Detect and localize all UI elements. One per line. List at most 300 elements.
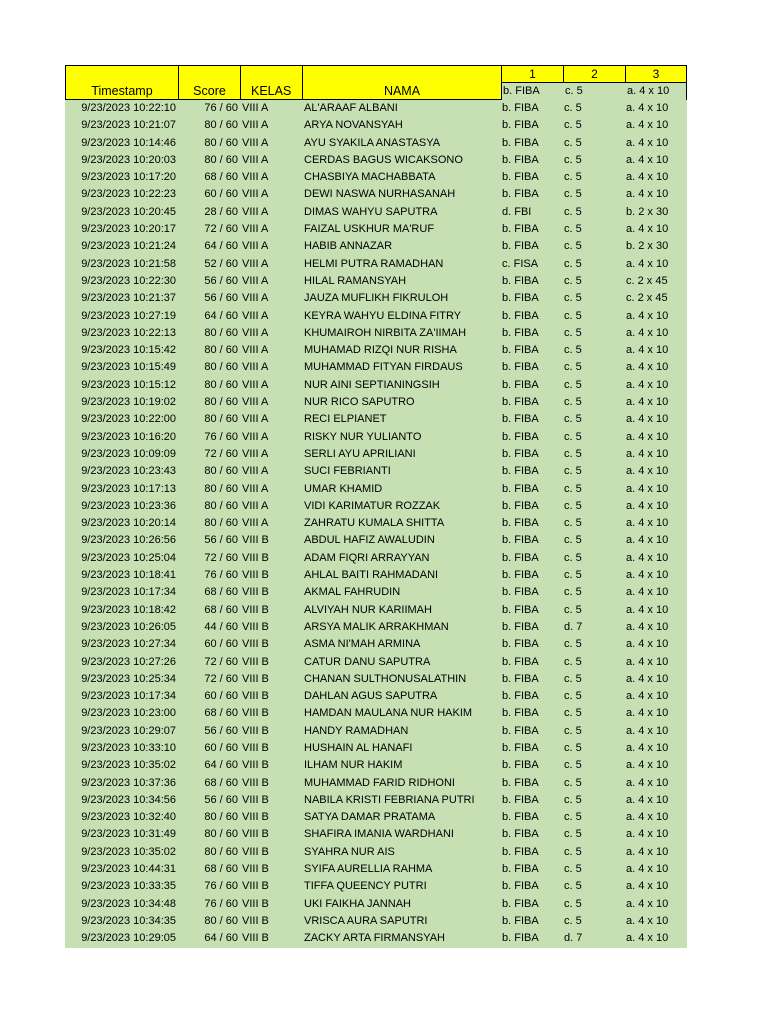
answer-2-cell[interactable]: c. 5 <box>564 793 582 806</box>
score-cell[interactable]: 80 / 60 <box>204 517 238 530</box>
kelas-cell[interactable]: VIII A <box>242 482 269 495</box>
answer-3-cell[interactable]: b. 2 x 30 <box>626 205 669 218</box>
answer-2-cell[interactable]: c. 5 <box>564 482 582 495</box>
kelas-cell[interactable]: VIII B <box>242 863 269 876</box>
answer-1-cell[interactable]: b. FIBA <box>502 136 539 149</box>
nama-cell[interactable]: RECI ELPIANET <box>304 413 387 426</box>
answer-1-cell[interactable]: b. FIBA <box>502 188 539 201</box>
header-kelas-cell[interactable] <box>241 66 303 99</box>
timestamp-cell[interactable]: 9/23/2023 10:20:45 <box>81 205 176 218</box>
nama-cell[interactable]: MUHAMMAD FARID RIDHONI <box>304 776 455 789</box>
timestamp-cell[interactable]: 9/23/2023 10:14:46 <box>81 136 176 149</box>
answer-2-cell[interactable]: c. 5 <box>564 430 582 443</box>
answer-2-cell[interactable]: c. 5 <box>564 741 582 754</box>
kelas-cell[interactable]: VIII A <box>242 292 269 305</box>
score-cell[interactable]: 56 / 60 <box>204 793 238 806</box>
nama-cell[interactable]: FAIZAL USKHUR MA'RUF <box>304 223 435 236</box>
timestamp-cell[interactable]: 9/23/2023 10:23:43 <box>81 465 176 478</box>
answer-2-cell[interactable]: c. 5 <box>564 863 582 876</box>
answer-2-cell[interactable]: c. 5 <box>564 690 582 703</box>
answer-2-cell[interactable]: c. 5 <box>564 569 582 582</box>
answer-3-cell[interactable]: a. 4 x 10 <box>626 569 669 582</box>
answer-2-cell[interactable]: c. 5 <box>564 447 582 460</box>
score-cell[interactable]: 64 / 60 <box>204 309 238 322</box>
kelas-cell[interactable]: VIII B <box>242 534 269 547</box>
answer-3-cell[interactable]: a. 4 x 10 <box>626 932 669 945</box>
score-cell[interactable]: 56 / 60 <box>204 534 238 547</box>
nama-cell[interactable]: ABDUL HAFIZ AWALUDIN <box>304 534 435 547</box>
score-cell[interactable]: 56 / 60 <box>204 274 238 287</box>
answer-2-cell[interactable]: c. 5 <box>564 119 582 132</box>
answer-1-cell[interactable]: b. FIBA <box>502 465 539 478</box>
timestamp-cell[interactable]: 9/23/2023 10:25:34 <box>81 672 176 685</box>
answer-1-cell[interactable]: c. FISA <box>502 257 539 270</box>
nama-cell[interactable]: JAUZA MUFLIKH FIKRULOH <box>304 292 449 305</box>
answer-1-cell[interactable]: b. FIBA <box>502 551 539 564</box>
answer-1-cell[interactable]: b. FIBA <box>502 430 539 443</box>
answer-2-cell[interactable]: d. 7 <box>564 932 583 945</box>
answer-3-cell[interactable]: a. 4 x 10 <box>626 759 669 772</box>
kelas-cell[interactable]: VIII A <box>242 171 269 184</box>
answer-1-cell[interactable]: b. FIBA <box>502 741 539 754</box>
score-cell[interactable]: 72 / 60 <box>204 223 238 236</box>
timestamp-cell[interactable]: 9/23/2023 10:34:48 <box>81 897 176 910</box>
answer-3-cell[interactable]: c. 2 x 45 <box>626 292 668 305</box>
answer-3-cell[interactable]: a. 4 x 10 <box>626 655 669 668</box>
nama-cell[interactable]: HILAL RAMANSYAH <box>304 274 407 287</box>
timestamp-cell[interactable]: 9/23/2023 10:18:42 <box>81 603 176 616</box>
answer-3-cell[interactable]: a. 4 x 10 <box>626 845 669 858</box>
kelas-cell[interactable]: VIII A <box>242 240 269 253</box>
nama-cell[interactable]: DAHLAN AGUS SAPUTRA <box>304 690 438 703</box>
nama-cell[interactable]: ZAHRATU KUMALA SHITTA <box>304 517 445 530</box>
score-cell[interactable]: 80 / 60 <box>204 845 238 858</box>
kelas-cell[interactable]: VIII B <box>242 811 269 824</box>
kelas-cell[interactable]: VIII B <box>242 776 269 789</box>
answer-3-cell[interactable]: a. 4 x 10 <box>626 188 669 201</box>
nama-cell[interactable]: HELMI PUTRA RAMADHAN <box>304 257 444 270</box>
answer-2-cell[interactable]: c. 5 <box>564 413 582 426</box>
answer-2-cell[interactable]: c. 5 <box>564 292 582 305</box>
answer-3-cell[interactable]: a. 4 x 10 <box>626 914 669 927</box>
answer-3-cell[interactable]: a. 4 x 10 <box>626 897 669 910</box>
answer-1-cell[interactable]: b. FIBA <box>502 534 539 547</box>
kelas-cell[interactable]: VIII B <box>242 724 269 737</box>
nama-cell[interactable]: ARSYA MALIK ARRAKHMAN <box>304 620 449 633</box>
score-cell[interactable]: 80 / 60 <box>204 828 238 841</box>
nama-cell[interactable]: MUHAMMAD FITYAN FIRDAUS <box>304 361 463 374</box>
nama-cell[interactable]: HABIB ANNAZAR <box>304 240 393 253</box>
kelas-cell[interactable]: VIII A <box>242 430 269 443</box>
answer-3-cell[interactable]: c. 2 x 45 <box>626 274 668 287</box>
answer-3-cell[interactable]: a. 4 x 10 <box>626 811 669 824</box>
score-cell[interactable]: 72 / 60 <box>204 672 238 685</box>
score-cell[interactable]: 68 / 60 <box>204 776 238 789</box>
nama-cell[interactable]: CERDAS BAGUS WICAKSONO <box>304 153 463 166</box>
nama-cell[interactable]: SUCI FEBRIANTI <box>304 465 391 478</box>
answer-3-cell[interactable]: a. 4 x 10 <box>626 309 669 322</box>
nama-cell[interactable]: KHUMAIROH NIRBITA ZA'IIMAH <box>304 326 467 339</box>
answer-2-cell[interactable]: c. 5 <box>564 188 582 201</box>
timestamp-cell[interactable]: 9/23/2023 10:34:56 <box>81 793 176 806</box>
nama-cell[interactable]: HAMDAN MAULANA NUR HAKIM <box>304 707 473 720</box>
nama-cell[interactable]: HUSHAIN AL HANAFI <box>304 741 413 754</box>
nama-cell[interactable]: NABILA KRISTI FEBRIANA PUTRI <box>304 793 475 806</box>
answer-3-cell[interactable]: a. 4 x 10 <box>626 880 669 893</box>
answer-2-cell[interactable]: c. 5 <box>565 85 583 97</box>
nama-cell[interactable]: MUHAMAD RIZQI NUR RISHA <box>304 344 457 357</box>
timestamp-cell[interactable]: 9/23/2023 10:17:34 <box>81 586 176 599</box>
answer-1-cell[interactable]: b. FIBA <box>502 672 539 685</box>
answer-3-cell[interactable]: a. 4 x 10 <box>626 534 669 547</box>
score-cell[interactable]: 68 / 60 <box>204 707 238 720</box>
score-cell[interactable]: 68 / 60 <box>204 586 238 599</box>
nama-cell[interactable]: CHANAN SULTHONUSALATHIN <box>304 672 467 685</box>
kelas-cell[interactable]: VIII B <box>242 845 269 858</box>
timestamp-cell[interactable]: 9/23/2023 10:15:42 <box>81 344 176 357</box>
kelas-cell[interactable]: VIII B <box>242 603 269 616</box>
timestamp-cell[interactable]: 9/23/2023 10:33:10 <box>81 741 176 754</box>
kelas-cell[interactable]: VIII B <box>242 914 269 927</box>
nama-cell[interactable]: HANDY RAMADHAN <box>304 724 409 737</box>
answer-2-cell[interactable]: c. 5 <box>564 274 582 287</box>
timestamp-cell[interactable]: 9/23/2023 10:29:05 <box>81 932 176 945</box>
timestamp-cell[interactable]: 9/23/2023 10:44:31 <box>81 863 176 876</box>
nama-cell[interactable]: CATUR DANU SAPUTRA <box>304 655 431 668</box>
kelas-cell[interactable]: VIII A <box>242 361 269 374</box>
answer-1-cell[interactable]: b. FIBA <box>502 569 539 582</box>
score-cell[interactable]: 28 / 60 <box>204 205 238 218</box>
timestamp-cell[interactable]: 9/23/2023 10:17:20 <box>81 171 176 184</box>
nama-cell[interactable]: NUR RICO SAPUTRO <box>304 396 415 409</box>
header-question-3[interactable]: 3 <box>652 67 660 81</box>
answer-3-cell[interactable]: a. 4 x 10 <box>626 724 669 737</box>
kelas-cell[interactable]: VIII B <box>242 672 269 685</box>
answer-1-cell[interactable]: b. FIBA <box>502 793 539 806</box>
nama-cell[interactable]: SHAFIRA IMANIA WARDHANI <box>304 828 454 841</box>
answer-1-cell[interactable]: b. FIBA <box>502 690 539 703</box>
nama-cell[interactable]: AKMAL FAHRUDIN <box>304 586 401 599</box>
kelas-cell[interactable]: VIII B <box>242 880 269 893</box>
score-cell[interactable]: 80 / 60 <box>204 413 238 426</box>
score-cell[interactable]: 56 / 60 <box>204 724 238 737</box>
answer-3-cell[interactable]: a. 4 x 10 <box>626 672 669 685</box>
timestamp-cell[interactable]: 9/23/2023 10:16:20 <box>81 430 176 443</box>
answer-1-cell[interactable]: b. FIBA <box>502 153 539 166</box>
answer-2-cell[interactable]: c. 5 <box>564 102 582 114</box>
timestamp-cell[interactable]: 9/23/2023 10:29:07 <box>81 724 176 737</box>
score-cell[interactable]: 72 / 60 <box>204 655 238 668</box>
answer-2-cell[interactable]: c. 5 <box>564 828 582 841</box>
score-cell[interactable]: 80 / 60 <box>204 811 238 824</box>
answer-1-cell[interactable]: b. FIBA <box>502 880 539 893</box>
kelas-cell[interactable]: VIII A <box>242 447 269 460</box>
score-cell[interactable]: 72 / 60 <box>204 447 238 460</box>
answer-3-cell[interactable]: a. 4 x 10 <box>626 638 669 651</box>
answer-1-cell[interactable]: b. FIBA <box>502 499 539 512</box>
kelas-cell[interactable]: VIII B <box>242 741 269 754</box>
kelas-cell[interactable]: VIII A <box>242 223 269 236</box>
timestamp-cell[interactable]: 9/23/2023 10:21:37 <box>81 292 176 305</box>
timestamp-cell[interactable]: 9/23/2023 10:27:19 <box>81 309 176 322</box>
timestamp-cell[interactable]: 9/23/2023 10:21:07 <box>81 119 176 132</box>
header-question-1[interactable]: 1 <box>502 66 564 82</box>
answer-1-cell[interactable]: b. FIBA <box>502 932 539 945</box>
answer-1-cell[interactable]: b. FIBA <box>502 274 539 287</box>
answer-2-cell[interactable]: c. 5 <box>564 914 582 927</box>
kelas-cell[interactable]: VIII A <box>242 153 269 166</box>
answer-3-cell[interactable]: a. 4 x 10 <box>626 863 669 876</box>
answer-2-cell[interactable]: c. 5 <box>564 326 582 339</box>
kelas-cell[interactable]: VIII B <box>242 569 269 582</box>
answer-1-cell[interactable]: b. FIBA <box>502 828 539 841</box>
nama-cell[interactable]: UMAR KHAMID <box>304 482 383 495</box>
kelas-cell[interactable]: VIII A <box>242 517 269 530</box>
answer-3-cell[interactable]: a. 4 x 10 <box>626 344 669 357</box>
kelas-cell[interactable]: VIII B <box>242 828 269 841</box>
answer-2-cell[interactable]: c. 5 <box>564 205 582 218</box>
answer-1-cell[interactable]: b. FIBA <box>502 638 539 651</box>
timestamp-cell[interactable]: 9/23/2023 10:22:30 <box>81 274 176 287</box>
answer-2-cell[interactable]: c. 5 <box>564 309 582 322</box>
score-cell[interactable]: 80 / 60 <box>204 326 238 339</box>
answer-2-cell[interactable]: c. 5 <box>564 344 582 357</box>
score-cell[interactable]: 80 / 60 <box>204 136 238 149</box>
kelas-cell[interactable]: VIII A <box>242 326 269 339</box>
answer-1-cell[interactable]: b. FIBA <box>502 396 539 409</box>
answer-3-cell[interactable]: a. 4 x 10 <box>626 586 669 599</box>
answer-1-cell[interactable]: b. FIBA <box>502 707 539 720</box>
score-cell[interactable]: 80 / 60 <box>204 499 238 512</box>
nama-cell[interactable]: SYAHRA NUR AIS <box>304 845 395 858</box>
answer-2-cell[interactable]: c. 5 <box>564 897 582 910</box>
score-cell[interactable]: 80 / 60 <box>204 119 238 132</box>
score-cell[interactable]: 76 / 60 <box>204 569 238 582</box>
timestamp-cell[interactable]: 9/23/2023 10:22:10 <box>81 102 176 114</box>
score-cell[interactable]: 60 / 60 <box>204 690 238 703</box>
timestamp-cell[interactable]: 9/23/2023 10:21:58 <box>81 257 176 270</box>
header-nama-cell[interactable] <box>303 66 502 99</box>
nama-cell[interactable]: SERLI AYU APRILIANI <box>304 447 416 460</box>
timestamp-cell[interactable]: 9/23/2023 10:20:17 <box>81 223 176 236</box>
answer-2-cell[interactable]: c. 5 <box>564 136 582 149</box>
answer-2-cell[interactable]: c. 5 <box>564 638 582 651</box>
kelas-cell[interactable]: VIII B <box>242 655 269 668</box>
timestamp-cell[interactable]: 9/23/2023 10:35:02 <box>81 845 176 858</box>
answer-3-cell[interactable]: a. 4 x 10 <box>626 326 669 339</box>
answer-3-cell[interactable]: b. 2 x 30 <box>626 240 669 253</box>
score-cell[interactable]: 76 / 60 <box>204 880 238 893</box>
nama-cell[interactable]: SATYA DAMAR PRATAMA <box>304 811 436 824</box>
timestamp-cell[interactable]: 9/23/2023 10:17:34 <box>81 690 176 703</box>
score-cell[interactable]: 76 / 60 <box>204 897 238 910</box>
timestamp-cell[interactable]: 9/23/2023 10:33:35 <box>81 880 176 893</box>
header-score-cell[interactable] <box>179 66 241 99</box>
nama-cell[interactable]: TIFFA QUEENCY PUTRI <box>304 880 427 893</box>
timestamp-cell[interactable]: 9/23/2023 10:20:14 <box>81 517 176 530</box>
answer-2-cell[interactable]: c. 5 <box>564 724 582 737</box>
timestamp-cell[interactable]: 9/23/2023 10:19:02 <box>81 396 176 409</box>
timestamp-cell[interactable]: 9/23/2023 10:31:49 <box>81 828 176 841</box>
nama-cell[interactable]: VRISCA AURA SAPUTRI <box>304 914 428 927</box>
answer-1-cell[interactable]: b. FIBA <box>502 171 539 184</box>
timestamp-cell[interactable]: 9/23/2023 10:09:09 <box>81 447 176 460</box>
nama-cell[interactable]: CHASBIYA MACHABBATA <box>304 171 436 184</box>
answer-1-cell[interactable]: b. FIBA <box>502 724 539 737</box>
answer-3-cell[interactable]: a. 4 x 10 <box>626 465 669 478</box>
kelas-cell[interactable]: VIII A <box>242 136 269 149</box>
kelas-cell[interactable]: VIII A <box>242 188 269 201</box>
score-cell[interactable]: 76 / 60 <box>204 102 238 114</box>
nama-cell[interactable]: SYIFA AURELLIA RAHMA <box>304 863 433 876</box>
answer-3-cell[interactable]: a. 4 x 10 <box>626 430 669 443</box>
nama-cell[interactable]: NUR AINI SEPTIANINGSIH <box>304 378 440 391</box>
answer-2-cell[interactable]: c. 5 <box>564 361 582 374</box>
timestamp-cell[interactable]: 9/23/2023 10:34:35 <box>81 914 176 927</box>
timestamp-cell[interactable]: 9/23/2023 10:35:02 <box>81 759 176 772</box>
answer-1-cell[interactable]: b. FIBA <box>502 344 539 357</box>
nama-cell[interactable]: ILHAM NUR HAKIM <box>304 759 403 772</box>
timestamp-cell[interactable]: 9/23/2023 10:17:13 <box>81 482 176 495</box>
kelas-cell[interactable]: VIII B <box>242 551 269 564</box>
answer-1-cell[interactable]: b. FIBA <box>502 517 539 530</box>
answer-1-cell[interactable]: b. FIBA <box>502 223 539 236</box>
answer-3-cell[interactable]: a. 4 x 10 <box>626 447 669 460</box>
score-cell[interactable]: 60 / 60 <box>204 741 238 754</box>
answer-2-cell[interactable]: c. 5 <box>564 759 582 772</box>
answer-3-cell[interactable]: a. 4 x 10 <box>626 499 669 512</box>
nama-cell[interactable]: RISKY NUR YULIANTO <box>304 430 422 443</box>
score-cell[interactable]: 44 / 60 <box>204 620 238 633</box>
kelas-cell[interactable]: VIII B <box>242 707 269 720</box>
answer-3-cell[interactable]: a. 4 x 10 <box>626 136 669 149</box>
timestamp-cell[interactable]: 9/23/2023 10:26:05 <box>81 620 176 633</box>
timestamp-cell[interactable]: 9/23/2023 10:23:00 <box>81 707 176 720</box>
kelas-cell[interactable]: VIII B <box>242 759 269 772</box>
kelas-cell[interactable]: VIII A <box>242 205 269 218</box>
answer-2-cell[interactable]: c. 5 <box>564 672 582 685</box>
nama-cell[interactable]: VIDI KARIMATUR ROZZAK <box>304 499 441 512</box>
timestamp-cell[interactable]: 9/23/2023 10:15:49 <box>81 361 176 374</box>
nama-cell[interactable]: ADAM FIQRI ARRAYYAN <box>304 551 430 564</box>
score-cell[interactable]: 80 / 60 <box>204 344 238 357</box>
score-cell[interactable]: 80 / 60 <box>204 153 238 166</box>
answer-1-cell[interactable]: b. FIBA <box>502 845 539 858</box>
score-cell[interactable]: 80 / 60 <box>204 396 238 409</box>
timestamp-cell[interactable]: 9/23/2023 10:15:12 <box>81 378 176 391</box>
answer-2-cell[interactable]: c. 5 <box>564 880 582 893</box>
answer-2-cell[interactable]: c. 5 <box>564 223 582 236</box>
answer-2-cell[interactable]: c. 5 <box>564 257 582 270</box>
timestamp-cell[interactable]: 9/23/2023 10:23:36 <box>81 499 176 512</box>
nama-cell[interactable]: DEWI NASWA NURHASANAH <box>304 188 456 201</box>
score-cell[interactable]: 68 / 60 <box>204 171 238 184</box>
answer-3-cell[interactable]: a. 4 x 10 <box>626 603 669 616</box>
kelas-cell[interactable]: VIII B <box>242 793 269 806</box>
answer-2-cell[interactable]: c. 5 <box>564 396 582 409</box>
answer-1-cell[interactable]: b. FIBA <box>502 897 539 910</box>
answer-2-cell[interactable]: c. 5 <box>564 655 582 668</box>
answer-1-cell[interactable]: b. FIBA <box>502 102 539 114</box>
answer-3-cell[interactable]: a. 4 x 10 <box>626 776 669 789</box>
answer-2-cell[interactable]: c. 5 <box>564 603 582 616</box>
answer-2-cell[interactable]: c. 5 <box>564 845 582 858</box>
nama-cell[interactable]: ARYA NOVANSYAH <box>304 119 403 132</box>
timestamp-cell[interactable]: 9/23/2023 10:37:36 <box>81 776 176 789</box>
kelas-cell[interactable]: VIII A <box>242 102 269 114</box>
answer-2-cell[interactable]: c. 5 <box>564 153 582 166</box>
answer-1-cell[interactable]: b. FIBA <box>502 292 539 305</box>
answer-1-cell[interactable]: b. FIBA <box>502 309 539 322</box>
answer-2-cell[interactable]: c. 5 <box>564 240 582 253</box>
answer-1-cell[interactable]: b. FIBA <box>502 914 539 927</box>
answer-1-cell[interactable]: b. FIBA <box>502 586 539 599</box>
score-cell[interactable]: 80 / 60 <box>204 361 238 374</box>
score-cell[interactable]: 80 / 60 <box>204 482 238 495</box>
kelas-cell[interactable]: VIII B <box>242 586 269 599</box>
nama-cell[interactable]: ALVIYAH NUR KARIIMAH <box>304 603 432 616</box>
kelas-cell[interactable]: VIII A <box>242 344 269 357</box>
answer-2-cell[interactable]: d. 7 <box>564 620 583 633</box>
answer-3-cell[interactable]: a. 4 x 10 <box>627 85 670 97</box>
answer-2-cell[interactable]: c. 5 <box>564 776 582 789</box>
header-timestamp-cell[interactable] <box>66 66 179 99</box>
timestamp-cell[interactable]: 9/23/2023 10:22:13 <box>81 326 176 339</box>
score-cell[interactable]: 68 / 60 <box>204 603 238 616</box>
kelas-cell[interactable]: VIII A <box>242 499 269 512</box>
kelas-cell[interactable]: VIII B <box>242 897 269 910</box>
timestamp-cell[interactable]: 9/23/2023 10:18:41 <box>81 569 176 582</box>
score-cell[interactable]: 56 / 60 <box>204 292 238 305</box>
kelas-cell[interactable]: VIII A <box>242 309 269 322</box>
answer-2-cell[interactable]: c. 5 <box>564 517 582 530</box>
score-cell[interactable]: 80 / 60 <box>204 465 238 478</box>
score-cell[interactable]: 80 / 60 <box>204 914 238 927</box>
answer-1-cell[interactable]: b. FIBA <box>502 413 539 426</box>
answer-2-cell[interactable]: c. 5 <box>564 171 582 184</box>
answer-2-cell[interactable]: c. 5 <box>564 534 582 547</box>
kelas-cell[interactable]: VIII A <box>242 119 269 132</box>
answer-1-cell[interactable]: b. FIBA <box>502 759 539 772</box>
answer-3-cell[interactable]: a. 4 x 10 <box>626 223 669 236</box>
nama-cell[interactable]: AYU SYAKILA ANASTASYA <box>304 136 441 149</box>
answer-1-cell[interactable]: b. FIBA <box>502 482 539 495</box>
answer-3-cell[interactable]: a. 4 x 10 <box>626 396 669 409</box>
score-cell[interactable]: 64 / 60 <box>204 240 238 253</box>
answer-3-cell[interactable]: a. 4 x 10 <box>626 690 669 703</box>
score-cell[interactable]: 80 / 60 <box>204 378 238 391</box>
nama-cell[interactable]: AHLAL BAITI RAHMADANI <box>304 569 439 582</box>
kelas-cell[interactable]: VIII B <box>242 932 269 945</box>
nama-cell[interactable]: UKI FAIKHA JANNAH <box>304 897 411 910</box>
answer-2-cell[interactable]: c. 5 <box>564 378 582 391</box>
answer-2-cell[interactable]: c. 5 <box>564 551 582 564</box>
answer-1-cell[interactable]: b. FIBA <box>502 119 539 132</box>
answer-1-cell[interactable]: b. FIBA <box>503 85 540 97</box>
score-cell[interactable]: 76 / 60 <box>204 430 238 443</box>
answer-1-cell[interactable]: b. FIBA <box>502 378 539 391</box>
answer-1-cell[interactable]: b. FIBA <box>502 620 539 633</box>
answer-1-cell[interactable]: b. FIBA <box>502 811 539 824</box>
answer-1-cell[interactable]: b. FIBA <box>502 326 539 339</box>
answer-2-cell[interactable]: c. 5 <box>564 499 582 512</box>
answer-3-cell[interactable]: a. 4 x 10 <box>626 741 669 754</box>
nama-cell[interactable]: AL'ARAAF ALBANI <box>304 102 398 114</box>
kelas-cell[interactable]: VIII A <box>242 257 269 270</box>
answer-3-cell[interactable]: a. 4 x 10 <box>626 620 669 633</box>
answer-1-cell[interactable]: b. FIBA <box>502 240 539 253</box>
nama-cell[interactable]: KEYRA WAHYU ELDINA FITRY <box>304 309 462 322</box>
